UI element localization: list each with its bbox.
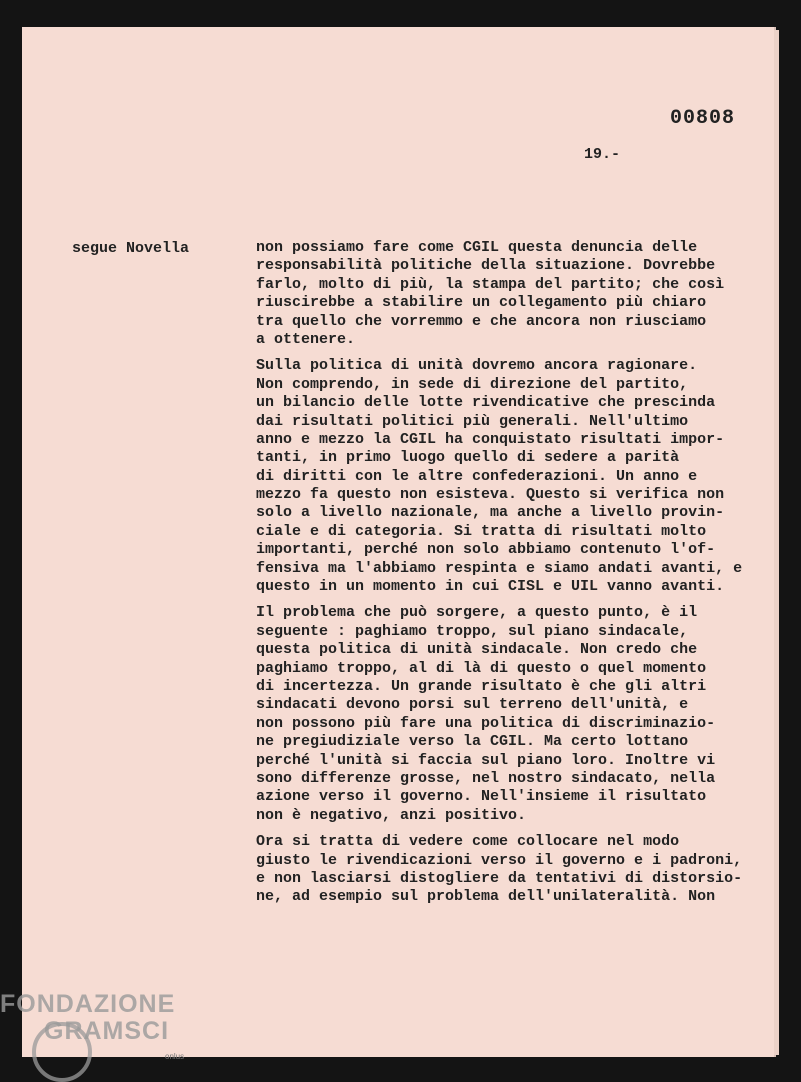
document-number: 00808 bbox=[670, 107, 736, 130]
text-line: sindacati devono porsi sul terreno dell'unità, e bbox=[256, 696, 689, 714]
text-line: perché l'unità si faccia sul piano loro. Inoltre vi bbox=[256, 751, 716, 769]
text-line: paghiamo troppo, al di là di questo o quel momento bbox=[256, 659, 707, 677]
text-line: riuscirebbe a stabilire un collegamento più chiaro bbox=[256, 294, 707, 312]
paragraph bbox=[256, 604, 796, 825]
text-line: sono differenze grosse, nel nostro sindacato, nella bbox=[256, 769, 716, 787]
text-line: tanti, in primo luogo quello di sedere a parità bbox=[256, 449, 680, 467]
page-number: 19.- bbox=[584, 146, 621, 163]
document-page bbox=[22, 27, 774, 1057]
text-line: di diritti con le altre confederazioni. Un anno e bbox=[256, 467, 698, 485]
text-line: Ora si tratta di vedere come collocare nel modo bbox=[256, 833, 680, 851]
text-line: Il problema che può sorgere, a questo punto, è il bbox=[256, 604, 698, 622]
text-line: farlo, molto di più, la stampa del partito; che così bbox=[256, 275, 725, 293]
text-line: seguente : paghiamo troppo, sul piano sindacale, bbox=[256, 622, 689, 640]
text-line: mezzo fa questo non esisteva. Questo si verifica non bbox=[256, 486, 725, 504]
text-line: ciale e di categoria. Si tratta di risultati molto bbox=[256, 522, 707, 540]
paragraph bbox=[256, 833, 796, 907]
text-line: di incertezza. Un grande risultato è che gli altri bbox=[256, 677, 707, 695]
text-line: anno e mezzo la CGIL ha conquistato risultati impor- bbox=[256, 430, 725, 448]
watermark-line1: FONDAZIONE bbox=[0, 990, 176, 1018]
text-line: azione verso il governo. Nell'insieme il risultato bbox=[256, 788, 707, 806]
paragraph bbox=[256, 239, 796, 349]
text-line: responsabilità politiche della situazione. Dovrebbe bbox=[256, 257, 716, 275]
text-line: questa politica di unità sindacale. Non credo che bbox=[256, 641, 698, 659]
text-line: ne pregiudiziale verso la CGIL. Ma certo lottano bbox=[256, 733, 689, 751]
side-label: segue Novella bbox=[72, 240, 190, 257]
watermark-line2: GRAMSCI bbox=[44, 1017, 170, 1045]
body-text bbox=[256, 239, 796, 915]
text-line: giusto le rivendicazioni verso il governo e i padroni, bbox=[256, 851, 743, 869]
page-edge bbox=[774, 30, 779, 1055]
text-line: importanti, perché non solo abbiamo contenuto l'of- bbox=[256, 541, 716, 559]
text-line: non è negativo, anzi positivo. bbox=[256, 806, 527, 824]
watermark-circle-icon bbox=[32, 1022, 92, 1082]
text-line: non possono più fare una politica di discriminazio- bbox=[256, 714, 716, 732]
text-line: dai risultati politici più generali. Nell'ultimo bbox=[256, 412, 689, 430]
text-line: a ottenere. bbox=[256, 330, 356, 348]
text-line: ne, ad esempio sul problema dell'unilateralità. Non bbox=[256, 888, 716, 906]
text-line: e non lasciarsi distogliere da tentativi di distorsio- bbox=[256, 869, 743, 887]
paragraph bbox=[256, 357, 796, 596]
watermark-small: onlus bbox=[165, 1052, 185, 1061]
text-line: solo a livello nazionale, ma anche a livello provin- bbox=[256, 504, 725, 522]
text-line: questo in un momento in cui CISL e UIL vanno avanti. bbox=[256, 578, 725, 596]
text-line: un bilancio delle lotte rivendicative che prescinda bbox=[256, 394, 716, 412]
text-line: non possiamo fare come CGIL questa denuncia delle bbox=[256, 239, 698, 256]
text-line: tra quello che vorremmo e che ancora non riusciamo bbox=[256, 312, 707, 330]
text-line: Sulla politica di unità dovremo ancora ragionare. bbox=[256, 357, 698, 375]
text-line: Non comprendo, in sede di direzione del partito, bbox=[256, 375, 689, 393]
text-line: fensiva ma l'abbiamo respinta e siamo andati avanti, e bbox=[256, 559, 743, 577]
